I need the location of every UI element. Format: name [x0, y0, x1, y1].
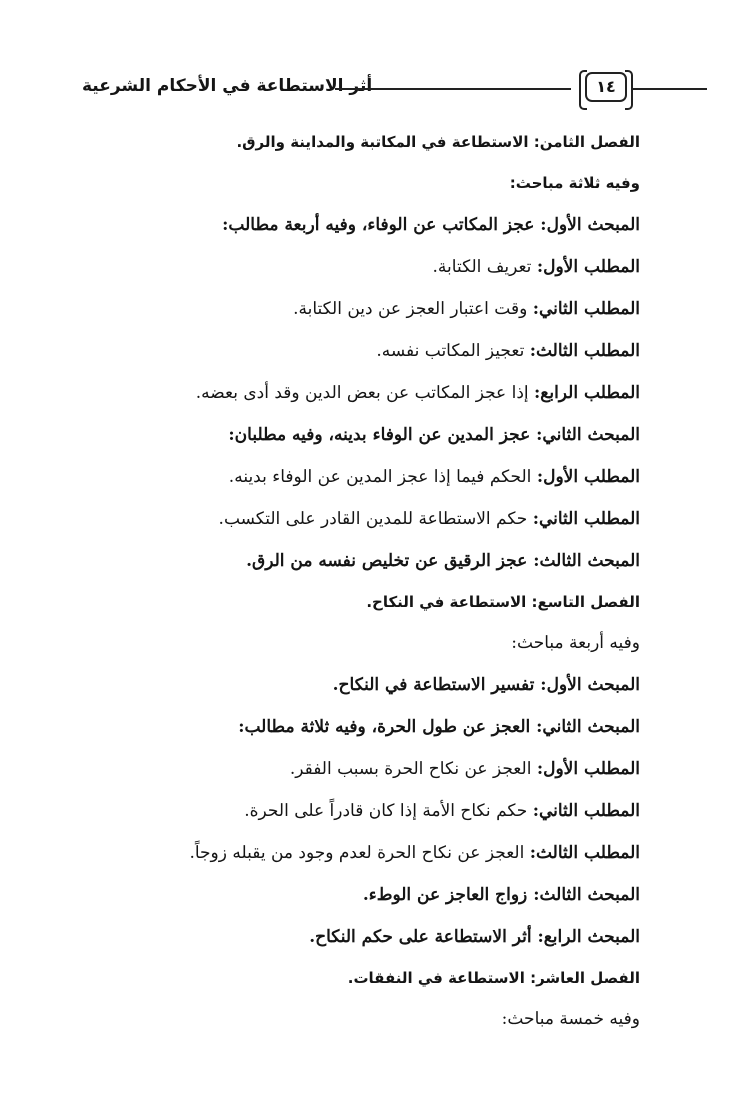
chapter-heading: الفصل العاشر: الاستطاعة في النفقات.	[347, 969, 640, 987]
section-entry: المبحث الأول: عجز المكاتب عن الوفاء، وفيه أربعة مطالب:	[222, 215, 640, 235]
subsection-entry: المطلب الأول: الحكم فيما إذا عجز المدين عن الوفاء بدينه.	[228, 467, 640, 487]
section-count: وفيه ثلاثة مباحث:	[509, 174, 640, 192]
subsection-entry: المطلب الثالث: تعجيز المكاتب نفسه.	[376, 341, 640, 361]
subsection-entry: المطلب الأول: تعريف الكتابة.	[432, 257, 640, 277]
section-count: وفيه خمسة مباحث:	[501, 1009, 640, 1029]
section-entry: المبحث الثاني: عجز المدين عن الوفاء بدينه، وفيه مطلبان:	[228, 425, 640, 445]
subsection-entry: المطلب الثاني: حكم الاستطاعة للمدين القادر على التكسب.	[218, 509, 640, 529]
chapter-heading: الفصل التاسع: الاستطاعة في النكاح.	[366, 593, 640, 611]
section-entry: المبحث الرابع: أثر الاستطاعة على حكم النكاح.	[309, 927, 640, 947]
subsection-entry: المطلب الثاني: حكم نكاح الأمة إذا كان قادراً على الحرة.	[244, 801, 640, 821]
subsection-entry: المطلب الرابع: إذا عجز المكاتب عن بعض الدين وقد أدى بعضه.	[195, 383, 640, 403]
subsection-entry: المطلب الثالث: العجز عن نكاح الحرة لعدم وجود من يقبله زوجاً.	[189, 843, 640, 863]
section-count: وفيه أربعة مباحث:	[511, 633, 640, 653]
section-entry: المبحث الثاني: العجز عن طول الحرة، وفيه ثلاثة مطالب:	[238, 717, 640, 737]
chapter-heading: الفصل الثامن: الاستطاعة في المكاتبة والمداينة والرق.	[236, 133, 640, 151]
header-rule-left	[335, 88, 571, 90]
running-title: أثر الاستطاعة في الأحكام الشرعية	[82, 76, 373, 96]
header-rule-right	[632, 88, 707, 90]
page-header	[40, 70, 710, 110]
subsection-entry: المطلب الثاني: وقت اعتبار العجز عن دين الكتابة.	[293, 299, 640, 319]
section-entry: المبحث الثالث: عجز الرقيق عن تخليص نفسه من الرق.	[246, 551, 640, 571]
section-entry: المبحث الأول: تفسير الاستطاعة في النكاح.	[332, 675, 640, 695]
subsection-entry: المطلب الأول: العجز عن نكاح الحرة بسبب الفقر.	[289, 759, 640, 779]
section-entry: المبحث الثالث: زواج العاجز عن الوطء.	[362, 885, 640, 905]
table-of-contents	[180, 122, 640, 1040]
page-number: ١٤	[585, 72, 627, 102]
